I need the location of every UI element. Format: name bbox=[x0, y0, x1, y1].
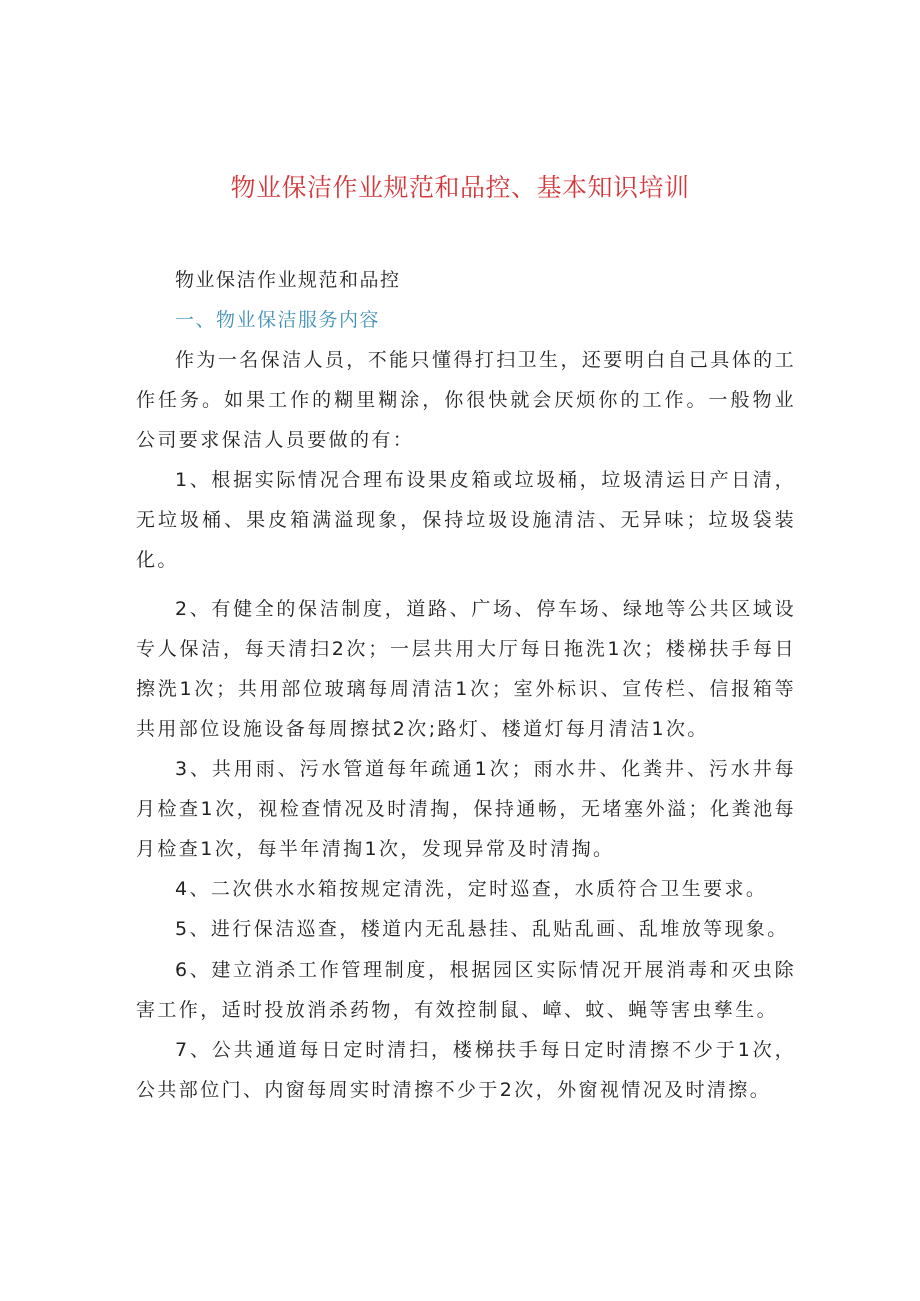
paragraph-item-6: 6、建立消杀工作管理制度，根据园区实际情况开展消毒和灭虫除害工作，适时投放消杀药物，有效控制鼠、嶂、蚊、蝇等害虫孳生。 bbox=[136, 959, 796, 1021]
paragraph-item-3: 3、共用雨、污水管道每年疏通1次；雨水井、化粪井、污水井每月检查1次，视检查情况及时清掏，保持通畅，无堵塞外溢；化粪池每月检查1次，每半年清掏1次，发现异常及时清掏。 bbox=[136, 758, 796, 860]
paragraph-item-2: 2、有健全的保洁制度，道路、广场、停车场、绿地等公共区域设专人保洁，每天清扫2次；一层共用大厅每日拖洗1次；楼梯扶手每日擦洗1次；共用部位玻璃每周清洁1次；室外标识、宣传栏、信报箱等共用部位设施设备每周擦拭2次;路灯、楼道灯每月清洁1次。 bbox=[136, 598, 796, 740]
paragraph-item-7: 7、公共通道每日定时清扫，楼梯扶手每日定时清擦不少于1次，公共部位门、内窗每周实时清擦不少于2次，外窗视情况及时清擦。 bbox=[136, 1039, 796, 1101]
document-subtitle: 物业保洁作业规范和品控 bbox=[175, 269, 401, 291]
paragraph-item-5: 5、进行保洁巡查，楼道内无乱悬挂、乱贴乱画、乱堆放等现象。 bbox=[175, 918, 789, 940]
section-heading: 一、物业保洁服务内容 bbox=[175, 309, 381, 331]
document-title: 物业保洁作业规范和品控、基本知识培训 bbox=[230, 173, 690, 202]
paragraph-item-1: 1、根据实际情况合理布设果皮箱或垃圾桶，垃圾清运日产日清，无垃圾桶、果皮箱满溢现象，保持垃圾设施清洁、无异味；垃圾袋装化。 bbox=[136, 469, 796, 571]
body-block-1 bbox=[136, 340, 796, 949]
body-block-2 bbox=[136, 950, 796, 1110]
paragraph-intro: 作为一名保洁人员，不能只懂得打扫卫生，还要明白自己具体的工作任务。如果工作的糊里糊涂，你很快就会厌烦你的工作。一般物业公司要求保洁人员要做的有： bbox=[136, 349, 796, 451]
paragraph-item-4: 4、二次供水水箱按规定清洗，定时巡查，水质符合卫生要求。 bbox=[175, 878, 768, 900]
